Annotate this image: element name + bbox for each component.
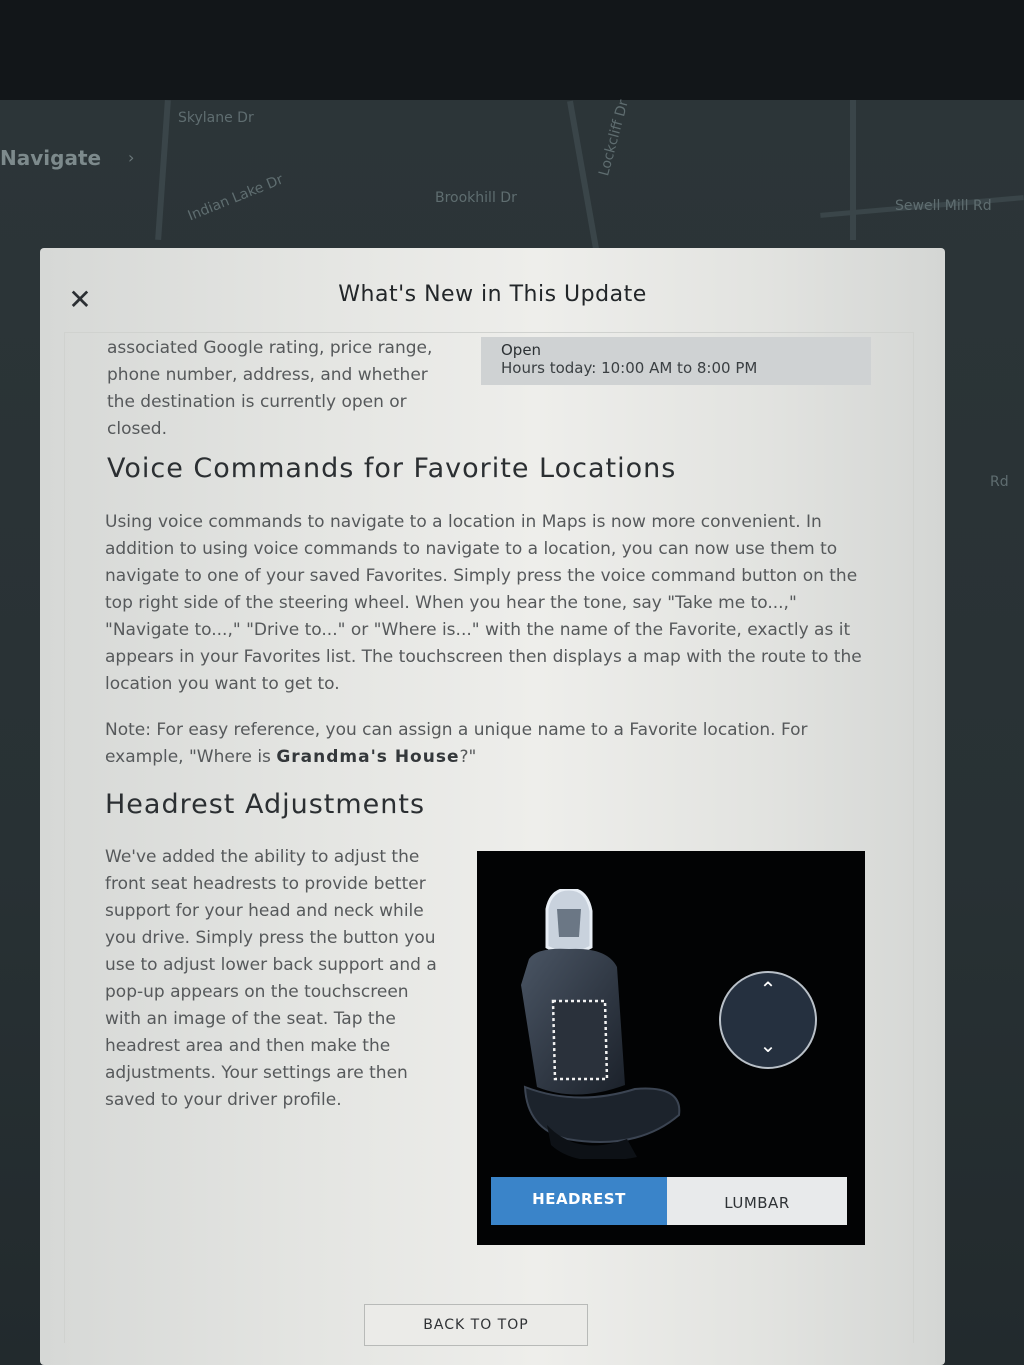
note-emphasis: Grandma's House — [276, 747, 460, 767]
top-status-bar — [0, 0, 1024, 100]
map-road — [567, 101, 599, 250]
release-notes-content[interactable] — [64, 332, 914, 1343]
tab-lumbar[interactable]: LUMBAR — [724, 1194, 790, 1212]
note-prefix: Note: For easy reference, you can assign a unique name to a Favorite location. For example, "Where is — [105, 720, 808, 767]
map-road — [155, 100, 171, 240]
voice-section-note — [105, 717, 875, 771]
map-label: Lockcliff Dr — [596, 98, 632, 178]
note-suffix: ?" — [459, 747, 477, 767]
navigate-label[interactable]: Navigate — [0, 146, 102, 170]
seat-adjust-panel — [477, 851, 865, 1245]
back-to-top-button[interactable]: BACK TO TOP — [364, 1304, 588, 1346]
map-label: Brookhill Dr — [435, 190, 517, 206]
chevron-up-icon[interactable]: ⌃ — [759, 977, 777, 1001]
intro-text: associated Google rating, price range, phone number, address, and whether the destination is currently open or closed. — [107, 338, 433, 439]
modal-title: What's New in This Update — [338, 282, 647, 307]
map-label: Skylane Dr — [178, 110, 254, 126]
voice-section-title: Voice Commands for Favorite Locations — [107, 453, 677, 484]
hours-today: Hours today: 10:00 AM to 8:00 PM — [501, 359, 758, 377]
headrest-section-title: Headrest Adjustments — [105, 789, 426, 820]
seat-icon — [507, 889, 707, 1159]
release-notes-modal — [40, 248, 945, 1365]
hours-card — [481, 337, 871, 385]
map-label: Sewell Mill Rd — [895, 198, 992, 214]
headrest-section-body: We've added the ability to adjust the front seat headrests to provide better support for your head and neck while you drive. Simply press the button you use to adjust lower back support and a pop-up appears on the touchscreen with an image of the seat. Tap the headrest area and then make the adjustments. Your settings are then saved to your driver profile. — [105, 847, 437, 1110]
seat-mode-tabs — [491, 1177, 847, 1225]
tab-headrest[interactable]: HEADREST — [491, 1177, 667, 1225]
map-label: Rd — [990, 474, 1009, 490]
chevron-down-icon[interactable]: ⌄ — [759, 1033, 777, 1057]
chevron-right-icon[interactable]: › — [128, 148, 135, 167]
headrest-adjust-control[interactable] — [719, 971, 817, 1069]
open-status: Open — [501, 341, 542, 359]
voice-section-body: Using voice commands to navigate to a location in Maps is now more convenient. In addition to using voice commands to navigate to a location, you can now use them to navigate to one of your saved Favorites. Simply press the voice command button on the top right side of the steering wheel. When you hear the tone, say "Take me to...," "Navigate to...," "Drive to..." or "Where is..." with the name of the Favorite, exactly as it appears in your Favorites list. The touchscreen then displays a map with the route to the location you want to get to. — [105, 512, 862, 694]
map-road — [850, 100, 856, 240]
close-icon[interactable]: ✕ — [68, 283, 92, 316]
map-label: Indian Lake Dr — [185, 171, 286, 225]
